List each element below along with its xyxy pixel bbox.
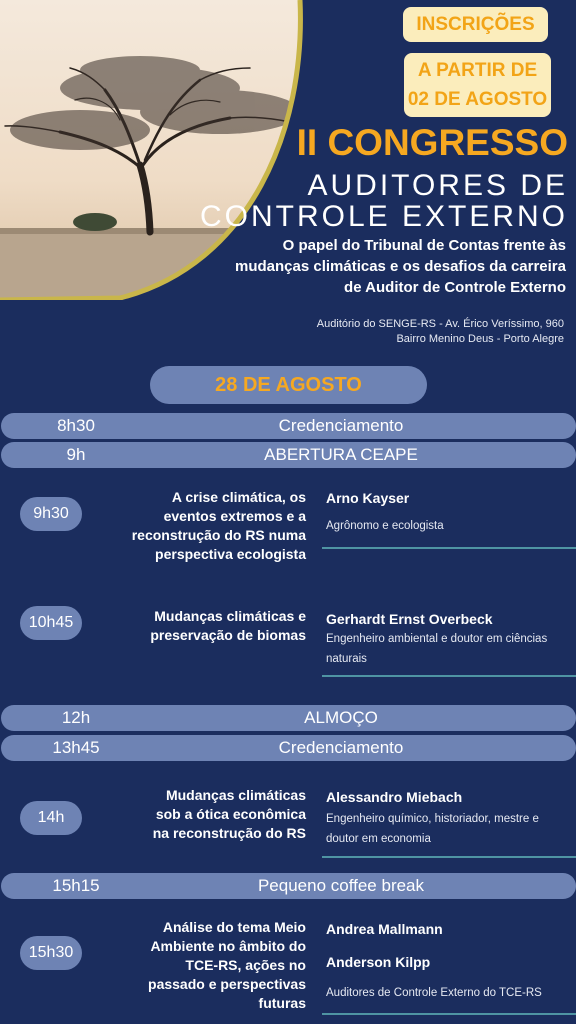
topic-line: passado e perspectivas <box>148 976 306 992</box>
venue-address: Auditório do SENGE-RS - Av. Érico Veríssimo, 960 <box>316 318 564 330</box>
bar-time: 9h <box>66 445 86 464</box>
bar-time: 8h30 <box>57 416 95 435</box>
schedule-bar <box>1 705 576 731</box>
topic-line: Análise do tema Meio <box>162 919 306 935</box>
congress-subtitle-line2: CONTROLE EXTERNO <box>199 200 568 233</box>
registration-date-line1: A PARTIR DE <box>417 60 538 81</box>
session-topic <box>150 607 306 645</box>
session-topic <box>153 786 306 843</box>
bar-label: Pequeno coffee break <box>257 876 425 895</box>
registration-date-line2: 02 DE AGOSTO <box>407 89 548 110</box>
session-topic <box>148 918 306 1013</box>
description-line: Agrônomo e ecologista <box>326 520 444 532</box>
schedule-bar <box>1 735 576 761</box>
event-date-pill: 28 DE AGOSTO <box>150 366 427 404</box>
divider-line <box>322 547 576 549</box>
venue-neighborhood: Bairro Menino Deus - Porto Alegre <box>396 333 564 345</box>
speaker-description <box>326 516 444 536</box>
theme-line2: mudanças climáticas e os desafios da carreira <box>234 258 566 275</box>
theme-line3: de Auditor de Controle Externo <box>344 279 566 296</box>
topic-line: perspectiva ecologista <box>155 546 306 562</box>
bar-label: Credenciamento <box>278 416 404 435</box>
theme-line1: O papel do Tribunal de Contas frente às <box>282 237 566 254</box>
description-line: Engenheiro ambiental e doutor em ciências <box>326 633 548 645</box>
topic-line: TCE-RS, ações no <box>185 957 306 973</box>
bar-time: 15h15 <box>52 876 100 895</box>
registration-badge: INSCRIÇÕES <box>403 7 548 42</box>
topic-line: A crise climática, os <box>171 489 306 505</box>
topic-line: eventos extremos e a <box>163 508 306 524</box>
session-time-pill: 10h45 <box>20 606 82 640</box>
session-time-pill: 14h <box>20 801 82 835</box>
congress-title: II CONGRESSO <box>296 122 568 163</box>
speaker-name: Alessandro Miebach <box>326 789 463 805</box>
bar-time: 12h <box>61 708 91 727</box>
tree-photo <box>0 0 310 300</box>
description-line: Auditores de Controle Externo do TCE-RS <box>326 987 542 999</box>
bar-time: 13h45 <box>52 738 100 757</box>
topic-line: reconstrução do RS numa <box>131 527 306 543</box>
divider-line <box>322 675 576 677</box>
topic-line: preservação de biomas <box>150 627 306 643</box>
congress-subtitle-line1: AUDITORES DE <box>307 169 568 202</box>
topic-line: na reconstrução do RS <box>152 825 306 841</box>
speaker-name: Gerhardt Ernst Overbeck <box>326 611 493 627</box>
session-time-pill: 15h30 <box>20 936 82 970</box>
topic-line: Mudanças climáticas <box>165 787 306 803</box>
registration-date-badge <box>404 53 551 117</box>
topic-line: Ambiente no âmbito do <box>150 938 306 954</box>
topic-line: Mudanças climáticas e <box>154 608 306 624</box>
divider-line <box>322 1013 576 1015</box>
bar-label: ABERTURA CEAPE <box>264 445 418 464</box>
description-line: naturais <box>326 653 367 665</box>
divider-line <box>322 856 576 858</box>
schedule-bar <box>1 413 576 439</box>
speaker-name: Andrea Mallmann <box>326 921 443 937</box>
speaker-description <box>326 629 547 669</box>
bar-label: Credenciamento <box>278 738 404 757</box>
session-time-pill: 9h30 <box>20 497 82 531</box>
description-line: Engenheiro químico, historiador, mestre e <box>326 813 539 825</box>
topic-line: futuras <box>258 995 306 1011</box>
schedule-bar <box>1 442 576 468</box>
speaker-description <box>326 983 542 1003</box>
description-line: doutor em economia <box>326 833 431 845</box>
bar-label: ALMOÇO <box>304 708 378 727</box>
speaker-name: Anderson Kilpp <box>326 954 431 970</box>
speaker-name: Arno Kayser <box>326 490 410 506</box>
session-topic <box>132 488 306 564</box>
schedule-bar <box>1 873 576 899</box>
topic-line: sob a ótica econômica <box>155 806 306 822</box>
speaker-description <box>326 809 539 849</box>
